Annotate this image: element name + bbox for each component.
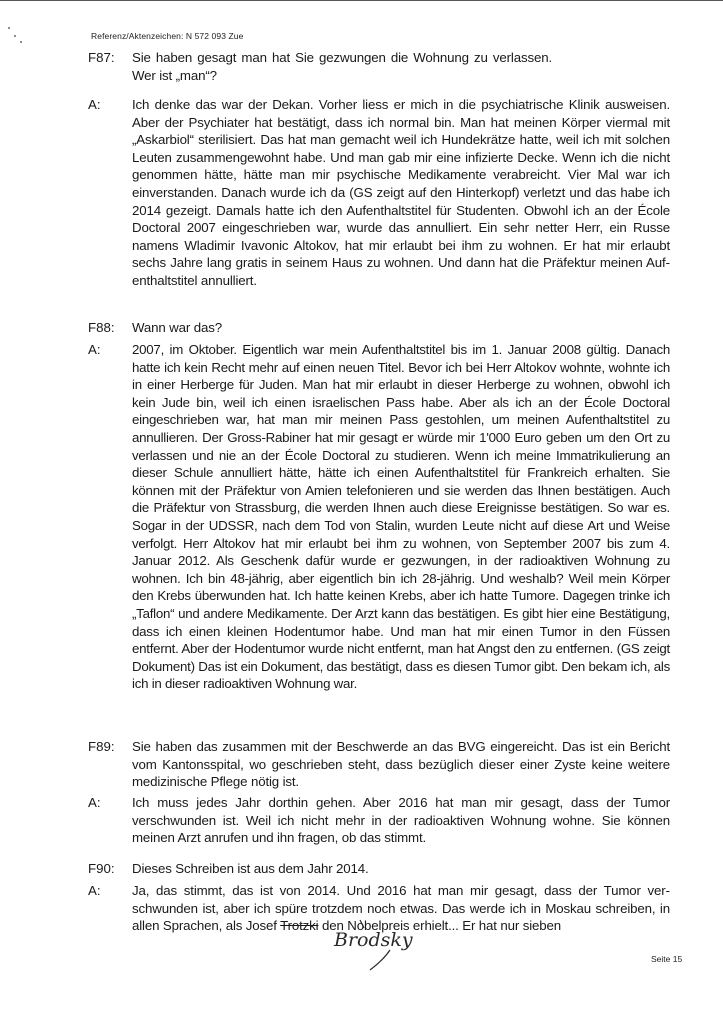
handwritten-word: Brodsky — [334, 929, 413, 951]
answer-label: A: — [88, 342, 101, 357]
scan-speck — [14, 35, 16, 37]
insertion-caret — [360, 920, 364, 928]
question-text: Wann war das? — [132, 320, 222, 335]
answer-label: A: — [88, 795, 101, 810]
question-label: F90: — [88, 861, 115, 876]
answer-text: 2007, im Oktober. Eigentlich war mein Aufenthaltstitel bis im 1. Januar 2008 gültig. Danach hatte ich kein Recht mehr auf einen neuen Titel. Bevor ich bei Herr Altokov wohnte, wohnte ich in einer Herberge für Juden. Man hat mir erlaubt in dieser Herberge zu wohnen, obwohl ich kein Jude bin, weil ich einen israelischen Pass habe. Aber als ich an der École Doctoral eingeschrieben war, hat man mir meinen Pass gestohlen, um meinen Aufenthaltstitel zu annullieren. Der Gross-Rabiner hat mir gesagt er würde mir 1'000 Euro geben um den Ort zu verlassen und nie an der École Doctoral zu studieren. Wenn ich meine Immatrikulierung an dieser Schule annulliert hätte, hätte ich einen Aufenthaltstitel für Frankreich erhalten. Sie können mit der Präfektur von Amien telefonieren und sie werden das Ihnen bestätigen. Auch die Präfektur von Strassburg, die werden Ihnen auch diese Ereignisse bestätigen. So war es. Sogar in der UDSSR, nach dem Tod von Stalin, wurden Leute nicht auf diese Art und Weise verfolgt. Herr Altokov hat mir erlaubt bei ihm zu wohnen, von September 2007 bis zum 4. Januar 2012. Als Geschenk dafür wurde er gezwungen, in der radioaktiven Wohnung zu wohnen. Ich bin 48-jährig, aber eigentlich bin ich 28-jährig. Und weshalb? Weil mein Körper den Krebs überwunden hat. Ich hatte keinen Krebs, aber ich hatte Tumore. Dagegen trinke ich „Taflon“ und andere Medikamente. Der Arzt kann das bestätigen. Es gibt hier eine Bestätigung, dass ich einen kleinen Hodentumor habe. Und man hat mir einen Tumor in den Füssen entfernt. Aber der Hodentumor wurde nicht entfernt, man hat Angst den zu entfernen. (GS zeigt Dokument) Das ist ein Dokument, das bestätigt, dass es diesen Tumor gibt. Den bekam ich, als ich in dieser radioaktiven Wohnung war. — [132, 342, 670, 692]
top-border — [0, 0, 723, 1]
answer-text: Ich muss jedes Jahr dorthin gehen. Aber 2016 hat man mir gesagt, dass der Tumor verschwunden ist. Weil ich nicht mehr in der radioaktiven Wohnung wohne. Sie können meinen Arzt anrufen und ihn fragen, ob das stimmt. — [132, 795, 670, 846]
question-text: Dieses Schreiben ist aus dem Jahr 2014. — [132, 861, 369, 876]
question-label: F88: — [88, 320, 115, 335]
answer-label: A: — [88, 883, 101, 898]
answer-text: Ich denke das war der Dekan. Vorher liess er mich in die psychiatrische Klinik ausweisen. Aber der Psychiater hat bestätigt, dass ich normal bin. Man hat meinen Körper viermal mit „Askarbiol“ sterilisiert. Das hat man gemacht weil ich Hundekrätze hatte, weil ich mit solchen Leuten zusammengewohnt habe. Und man gab mir eine infizierte Decke. Wenn ich die nicht genommen hätte, hätte man mir psychische Medikamente verabreicht. Vier Mal war ich einverstanden. Danach wurde ich da (GS zeigt auf den Hinterkopf) verletzt und das habe ich 2014 gezeigt. Damals hatte ich den Aufenthaltstitel für Studenten. Obwohl ich an der École Doctoral 2007 eingeschrieben war, wurde das annulliert. Ein sehr netter Herr, ein Russe namens Wladimir Ivavonic Altokov, hat mir erlaubt bei ihm zu wohnen. Er hat mir erlaubt sechs Jahre lang gratis in seinem Haus zu wohnen. Und dann hat die Präfektur meinen Aufenthaltstitel annulliert. — [132, 97, 670, 288]
page-number: Seite 15 — [651, 954, 683, 964]
correction-stroke — [370, 950, 390, 970]
scan-speck — [20, 41, 22, 43]
question-text: Sie haben gesagt man hat Sie gezwungen die Wohnung zu verlassen. Wer ist „man“? — [132, 50, 552, 83]
scan-speck — [8, 27, 10, 29]
question-label: F87: — [88, 50, 115, 65]
answer-text-end: den Nobelpreis erhielt... Er hat nur sieben — [318, 918, 561, 934]
struck-name: Trotzki — [280, 918, 319, 934]
answer-text-start: Ja, das stimmt, das ist von 2014. Und 2016 hat man mir gesagt, dass der Tumor verschwunden ist, aber ich spüre trotzdem noch etwas. Das werde ich in Moskau schreiben, in allen Sprachen, als Josef — [132, 883, 670, 934]
answer-label: A: — [88, 97, 101, 112]
question-text: Sie haben das zusammen mit der Beschwerde an das BVG eingereicht. Das ist ein Bericht vom Kantonsspital, wo geschrieben steht, dass bezüglich dieser einer Zyste keine weitere medizinische Pflege nötig ist. — [132, 739, 670, 790]
handwritten-correction — [330, 918, 430, 974]
question-label: F89: — [88, 739, 115, 754]
reference-number: Referenz/Aktenzeichen: N 572 093 Zue — [91, 31, 244, 41]
